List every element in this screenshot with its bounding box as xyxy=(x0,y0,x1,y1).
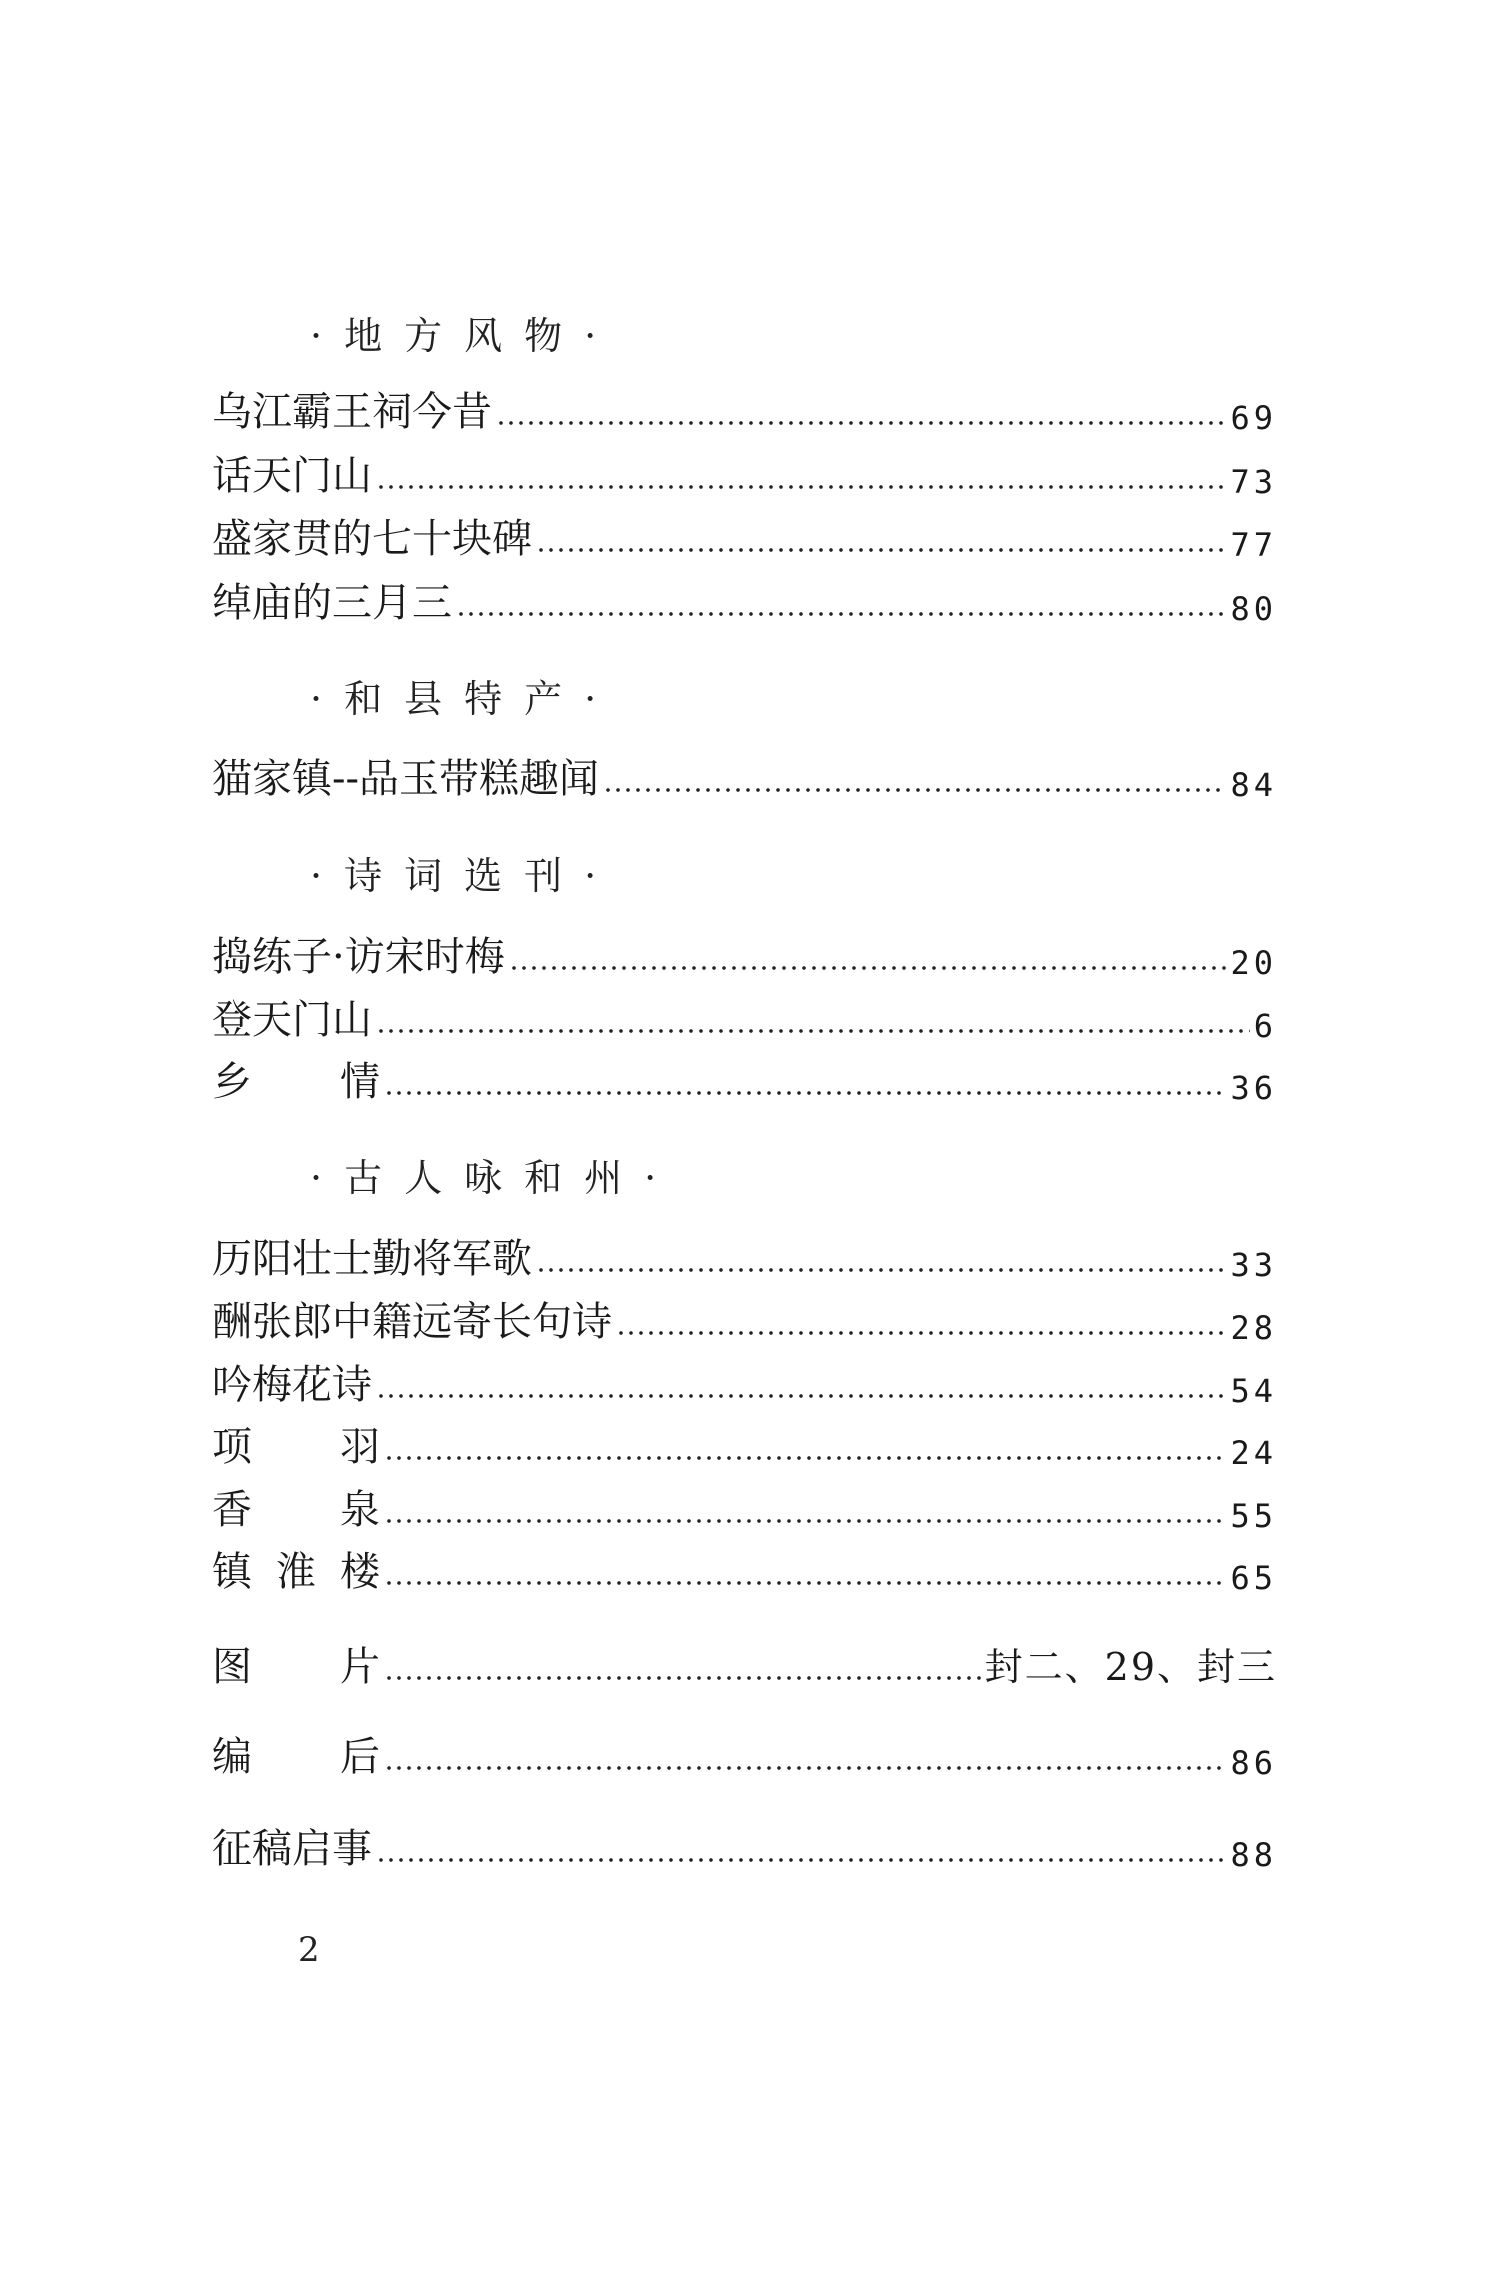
title-char: 镇 xyxy=(212,1549,252,1595)
section-heading-poetry: ·诗词选刊· xyxy=(310,854,619,898)
title-char: 后 xyxy=(340,1734,380,1780)
toc-entry[interactable] xyxy=(212,1483,1277,1537)
toc-entry-page: 54 xyxy=(1230,1372,1277,1410)
dot-leader xyxy=(509,966,1227,970)
title-char: 羽 xyxy=(340,1424,380,1470)
dot-leader xyxy=(384,1766,1226,1770)
toc-entry-page: 封二、29、封三 xyxy=(984,1645,1277,1689)
toc-entry-photos[interactable] xyxy=(212,1640,1277,1694)
dot-leader xyxy=(376,1029,1250,1033)
toc-entry-page: 33 xyxy=(1230,1246,1277,1284)
dot-leader xyxy=(536,1268,1226,1272)
toc-entry[interactable] xyxy=(212,930,1277,984)
title-char: 编 xyxy=(212,1734,252,1780)
toc-entry-title: 话天门山 xyxy=(212,453,372,499)
page-number: 2 xyxy=(298,1930,320,1970)
toc-entry-title: 捣练子·访宋时梅 xyxy=(212,934,505,980)
toc-entry[interactable] xyxy=(212,1232,1277,1286)
dot-leader xyxy=(384,1091,1226,1095)
toc-entry-title: 绰庙的三月三 xyxy=(212,580,452,626)
toc-entry-page: 77 xyxy=(1230,526,1277,564)
toc-entry[interactable] xyxy=(212,1358,1277,1412)
dot-leader xyxy=(536,548,1226,552)
toc-entry-page: 24 xyxy=(1230,1434,1277,1472)
dot-leader xyxy=(376,1394,1226,1398)
toc-entry-title xyxy=(212,1055,380,1109)
toc-entry-title: 登天门山 xyxy=(212,997,372,1043)
title-char: 项 xyxy=(212,1424,252,1470)
toc-entry-page: 65 xyxy=(1230,1559,1277,1597)
toc-entry[interactable] xyxy=(212,512,1277,566)
section-heading-ancient-poems: ·古人咏和州· xyxy=(310,1156,679,1200)
dot-leader xyxy=(384,1519,1226,1523)
title-char: 香 xyxy=(212,1487,252,1533)
title-char: 乡 xyxy=(212,1059,252,1105)
toc-entry-page: 86 xyxy=(1230,1744,1277,1782)
dot-leader xyxy=(496,421,1226,425)
toc-entry-title: 猫家镇--品玉带糕趣闻 xyxy=(212,756,600,802)
dot-leader xyxy=(456,612,1226,616)
toc-entry-page: 55 xyxy=(1230,1497,1277,1535)
dot-leader xyxy=(603,788,1226,792)
dot-leader xyxy=(616,1331,1226,1335)
dot-leader xyxy=(376,1858,1226,1862)
toc-entry-title: 乌江霸王祠今昔 xyxy=(212,389,492,435)
toc-entry-page: 88 xyxy=(1230,1836,1277,1874)
title-char: 楼 xyxy=(340,1549,380,1595)
toc-entry-title xyxy=(212,1483,380,1537)
section-heading-local-products: ·和县特产· xyxy=(310,677,619,721)
toc-entry-page: 84 xyxy=(1230,766,1277,804)
toc-entry-page: 73 xyxy=(1230,463,1277,501)
toc-entry[interactable] xyxy=(212,385,1277,439)
dot-leader xyxy=(384,1581,1226,1585)
toc-entry-title: 征稿启事 xyxy=(212,1826,372,1872)
toc-entry-page: 28 xyxy=(1230,1309,1277,1347)
toc-entry-title xyxy=(212,1730,380,1784)
toc-entry-title xyxy=(212,1420,380,1474)
title-char: 图 xyxy=(212,1644,252,1690)
title-char: 淮 xyxy=(276,1549,316,1595)
toc-entry-page: 36 xyxy=(1230,1069,1277,1107)
toc-entry-title: 酬张郎中籍远寄长句诗 xyxy=(212,1299,612,1345)
toc-entry[interactable] xyxy=(212,1420,1277,1474)
dot-leader xyxy=(384,1676,981,1680)
toc-entry-title: 盛家贯的七十块碑 xyxy=(212,516,532,562)
toc-entry[interactable] xyxy=(212,449,1277,503)
title-char: 情 xyxy=(340,1059,380,1105)
title-char: 片 xyxy=(340,1644,380,1690)
dot-leader xyxy=(376,485,1226,489)
toc-entry-page: 6 xyxy=(1253,1007,1277,1045)
toc-entry-title xyxy=(212,1545,380,1599)
toc-entry-title: 吟梅花诗 xyxy=(212,1362,372,1408)
toc-entry[interactable] xyxy=(212,1055,1277,1109)
toc-entry-call-for-papers[interactable] xyxy=(212,1822,1277,1876)
toc-entry-page: 20 xyxy=(1230,944,1277,982)
title-char: 泉 xyxy=(340,1487,380,1533)
toc-entry-title: 历阳壮士勤将军歌 xyxy=(212,1236,532,1282)
toc-entry-title xyxy=(212,1640,380,1694)
dot-leader xyxy=(384,1456,1226,1460)
toc-entry[interactable] xyxy=(212,576,1277,630)
toc-entry[interactable] xyxy=(212,752,1277,806)
section-heading-local-customs: ·地方风物· xyxy=(310,314,619,358)
toc-entry-editors-note[interactable] xyxy=(212,1730,1277,1784)
toc-entry[interactable] xyxy=(212,1545,1277,1599)
toc-entry[interactable] xyxy=(212,993,1277,1047)
toc-entry-page: 69 xyxy=(1230,399,1277,437)
toc-entry-page: 80 xyxy=(1230,590,1277,628)
toc-entry[interactable] xyxy=(212,1295,1277,1349)
